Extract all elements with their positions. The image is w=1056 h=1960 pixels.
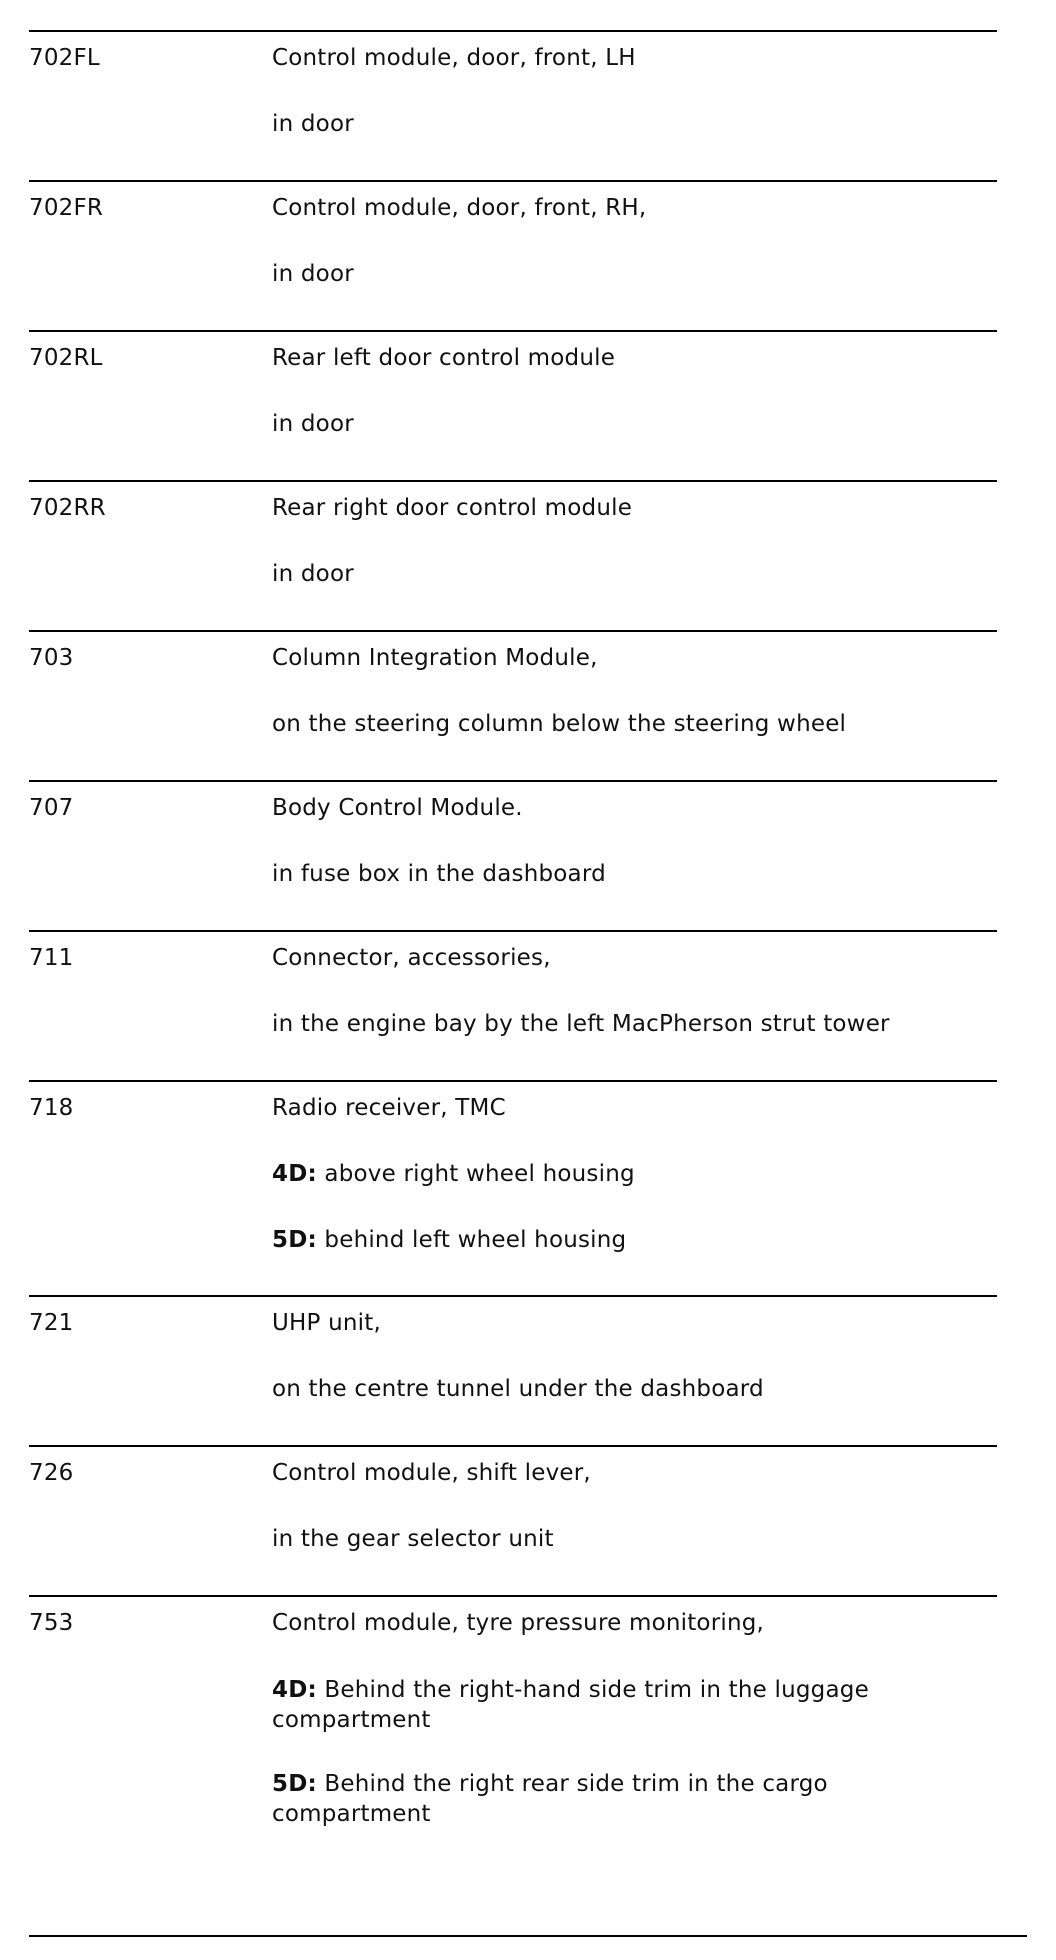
component-code: 702RR bbox=[29, 495, 106, 521]
component-code: 703 bbox=[29, 645, 74, 671]
description-line: Control module, shift lever, bbox=[272, 1460, 591, 1486]
location-line: 4D: Behind the right-hand side trim in the luggage compartment bbox=[272, 1677, 869, 1733]
component-description bbox=[272, 932, 997, 1080]
location-line: in the gear selector unit bbox=[272, 1526, 554, 1552]
component-code: 711 bbox=[29, 945, 74, 971]
component-description bbox=[272, 182, 997, 330]
location-line: 5D: Behind the right rear side trim in the cargo compartment bbox=[272, 1771, 828, 1827]
table-row bbox=[29, 1445, 997, 1595]
component-code: 702FR bbox=[29, 195, 104, 221]
component-code: 702RL bbox=[29, 345, 103, 371]
description-line: UHP unit, bbox=[272, 1310, 381, 1336]
table-row bbox=[29, 780, 997, 930]
component-code: 702FL bbox=[29, 45, 100, 71]
component-code: 753 bbox=[29, 1610, 74, 1636]
description-line: Control module, door, front, RH, bbox=[272, 195, 647, 221]
component-description bbox=[272, 1597, 997, 1895]
location-line: on the steering column below the steering wheel bbox=[272, 711, 847, 737]
component-code: 726 bbox=[29, 1460, 74, 1486]
component-description bbox=[272, 482, 997, 630]
description-line: Body Control Module. bbox=[272, 795, 523, 821]
component-description bbox=[272, 32, 997, 180]
component-description bbox=[272, 632, 997, 780]
component-description bbox=[272, 1082, 997, 1295]
table-row bbox=[29, 1295, 997, 1445]
page-footer-rule bbox=[29, 1935, 1027, 1937]
component-description bbox=[272, 782, 997, 930]
location-line: in door bbox=[272, 561, 354, 587]
component-location-table bbox=[29, 30, 997, 1895]
table-row bbox=[29, 1595, 997, 1895]
table-row bbox=[29, 330, 997, 480]
component-code: 721 bbox=[29, 1310, 74, 1336]
location-line: in door bbox=[272, 411, 354, 437]
description-line: Connector, accessories, bbox=[272, 945, 551, 971]
table-row bbox=[29, 630, 997, 780]
location-line: on the centre tunnel under the dashboard bbox=[272, 1376, 764, 1402]
description-line: Rear left door control module bbox=[272, 345, 616, 371]
component-code: 718 bbox=[29, 1095, 74, 1121]
location-line: in fuse box in the dashboard bbox=[272, 861, 606, 887]
component-description bbox=[272, 1447, 997, 1595]
description-line: Column Integration Module, bbox=[272, 645, 598, 671]
component-code: 707 bbox=[29, 795, 74, 821]
location-line: in door bbox=[272, 261, 354, 287]
table-row bbox=[29, 480, 997, 630]
location-line: 5D: behind left wheel housing bbox=[272, 1227, 627, 1253]
table-row bbox=[29, 930, 997, 1080]
description-line: Control module, tyre pressure monitoring, bbox=[272, 1610, 765, 1636]
description-line: Rear right door control module bbox=[272, 495, 633, 521]
component-description bbox=[272, 332, 997, 480]
location-line: in the engine bay by the left MacPherson strut tower bbox=[272, 1011, 890, 1037]
description-line: Control module, door, front, LH bbox=[272, 45, 636, 71]
description-line: Radio receiver, TMC bbox=[272, 1095, 506, 1121]
component-description bbox=[272, 1297, 997, 1445]
location-line: 4D: above right wheel housing bbox=[272, 1161, 635, 1187]
location-line: in door bbox=[272, 111, 354, 137]
table-row bbox=[29, 1080, 997, 1295]
table-row bbox=[29, 30, 997, 180]
table-row bbox=[29, 180, 997, 330]
